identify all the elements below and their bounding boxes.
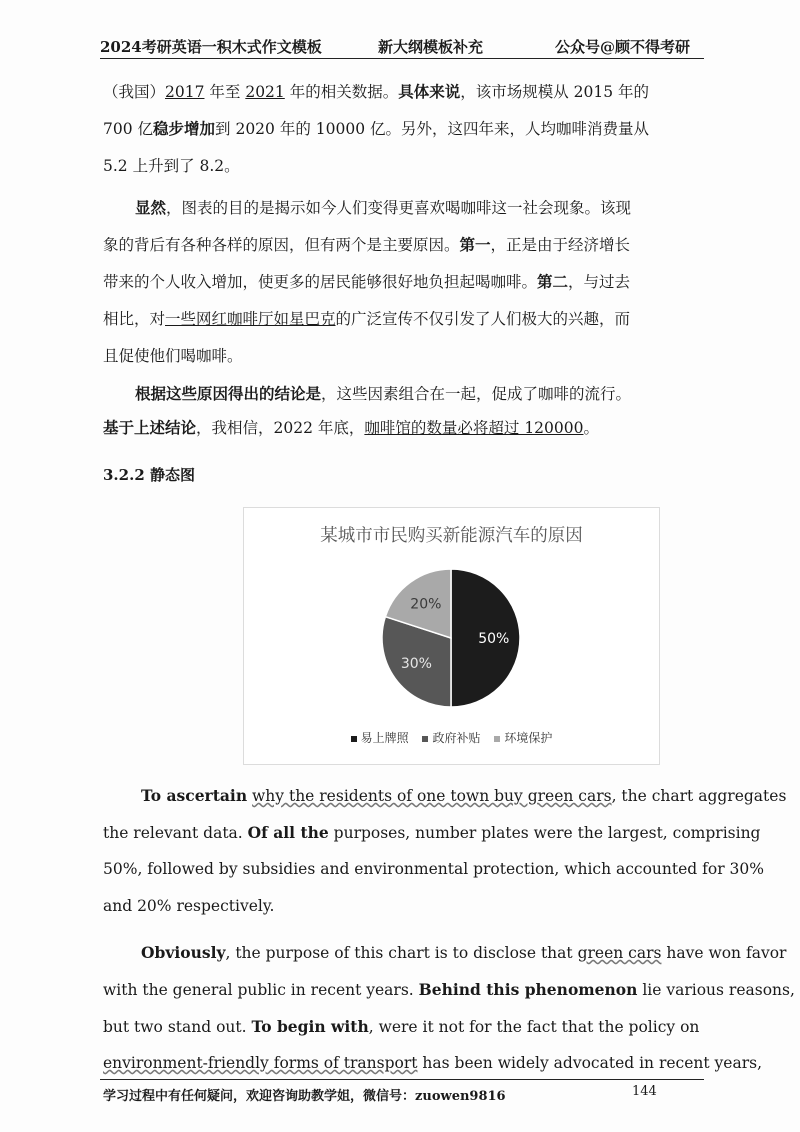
legend-swatch	[351, 736, 357, 742]
header-title: 2024考研英语一积木式作文模板	[100, 38, 322, 56]
text: with the general public in recent years.	[103, 981, 419, 999]
text: 带来的个人收入增加，使更多的居民能够很好地负担起喝咖啡。	[103, 273, 538, 291]
text: ，正是由于经济增长	[490, 236, 631, 254]
text: 相比，对	[103, 310, 166, 328]
bold-text: 显然	[135, 198, 167, 217]
header-divider	[100, 58, 704, 59]
page-header	[100, 36, 690, 58]
bold-text: Of all the	[247, 823, 329, 842]
text: 且促使他们喝咖啡。	[103, 347, 243, 365]
legend-swatch	[494, 736, 500, 742]
underlined-text: why the residents of one town buy green cars	[252, 787, 612, 805]
text-line	[103, 1054, 762, 1072]
underlined-text: 2017	[165, 83, 205, 101]
text-line	[103, 344, 243, 366]
text: the relevant data.	[103, 824, 248, 842]
text-line	[103, 823, 760, 842]
text-line	[103, 80, 649, 102]
legend-swatch	[422, 736, 428, 742]
pie-data-label: 20%	[410, 596, 442, 613]
text-line	[103, 1017, 699, 1036]
bold-text: Behind this phenomenon	[418, 980, 638, 999]
text: ，我相信，2022 年底，	[196, 419, 365, 437]
text: lie various reasons,	[637, 981, 795, 999]
text-line	[103, 154, 240, 176]
text: ，与过去	[568, 273, 631, 291]
header-subtitle: 新大纲模板补充	[378, 38, 484, 56]
text: has been widely advocated in recent years,	[417, 1054, 762, 1072]
text: 到 2020 年的 10000 亿。另外，这四年来，人均咖啡消费量从	[215, 120, 649, 138]
footer-divider	[100, 1079, 704, 1080]
bold-text: 第一	[459, 235, 491, 254]
legend-label: 政府补贴	[432, 731, 481, 745]
text-line	[103, 117, 649, 139]
underlined-text: 一些网红咖啡厅如星巴克	[165, 310, 336, 328]
bold-text: 第二	[537, 272, 569, 291]
text-line	[135, 382, 631, 404]
underlined-text: environment-friendly forms of transport	[103, 1054, 418, 1072]
text: ，该市场规模从 2015 年的	[460, 83, 650, 101]
text-line	[103, 233, 630, 255]
chart-legend	[244, 729, 659, 746]
header-account: 公众号@顾不得考研	[554, 38, 690, 56]
legend-item-environment	[494, 729, 552, 746]
underlined-text: 咖啡馆的数量必将超过 120000	[364, 419, 584, 437]
page-number: 144	[632, 1084, 657, 1099]
text: 50%, followed by subsidies and environmental protection, which accounted for 30%	[103, 860, 764, 878]
underlined-text: 2021	[245, 83, 285, 101]
bold-text: 稳步增加	[153, 119, 216, 138]
pie-chart	[243, 507, 660, 765]
text-line	[135, 196, 631, 218]
text: , the chart aggregates	[611, 787, 787, 805]
text-line	[103, 307, 630, 329]
text-line	[141, 786, 786, 805]
text: and 20% respectively.	[103, 897, 275, 915]
text: 700 亿	[103, 120, 154, 138]
text: 年至	[204, 83, 246, 101]
text: ，这些因素组合在一起，促成了咖啡的流行。	[321, 385, 632, 403]
text: 5.2 上升到了 8.2。	[103, 157, 240, 175]
text: 。	[583, 419, 600, 437]
pie-data-label: 50%	[478, 631, 510, 647]
text-line	[103, 270, 630, 292]
bold-text: 根据这些原因得出的结论是	[135, 384, 322, 403]
text: ，图表的目的是揭示如今人们变得更喜欢喝咖啡这一社会现象。该现	[166, 199, 632, 217]
text-line	[103, 897, 274, 915]
legend-item-license	[351, 729, 409, 746]
chart-title: 某城市市民购买新能源汽车的原因	[320, 526, 583, 546]
text-line	[103, 860, 764, 878]
footer-note: 学习过程中有任何疑问，欢迎咨询助教学姐，微信号：zuowen9816	[103, 1089, 506, 1104]
text: have won favor	[661, 944, 787, 962]
text: （我国）	[103, 83, 166, 101]
legend-label: 易上牌照	[360, 731, 409, 745]
pie-chart-svg	[244, 508, 659, 764]
pie-data-label: 30%	[400, 656, 432, 673]
text: 象的背后有各种各样的原因，但有两个是主要原因。	[103, 236, 460, 254]
legend-label: 环境保护	[504, 731, 553, 745]
underlined-text: green cars	[577, 944, 662, 962]
text: , the purpose of this chart is to disclose that	[225, 944, 578, 962]
text: , were it not for the fact that the policy on	[368, 1018, 700, 1036]
text: but two stand out.	[103, 1018, 252, 1036]
text-line	[141, 943, 786, 962]
text: 的广泛宣传不仅引发了人们极大的兴趣，而	[335, 310, 631, 328]
legend-item-subsidy	[422, 729, 480, 746]
text: 年的相关数据。	[284, 83, 399, 101]
bold-text: To begin with	[251, 1017, 369, 1036]
bold-text: Obviously	[141, 943, 226, 962]
bold-text: 基于上述结论	[103, 418, 197, 437]
section-heading: 3.2.2 静态图	[103, 466, 195, 484]
text: purposes, number plates were the largest, comprising	[328, 824, 761, 842]
bold-text: 具体来说	[398, 82, 461, 101]
text-line	[103, 416, 599, 438]
bold-text: To ascertain	[141, 786, 248, 805]
text-line	[103, 980, 795, 999]
